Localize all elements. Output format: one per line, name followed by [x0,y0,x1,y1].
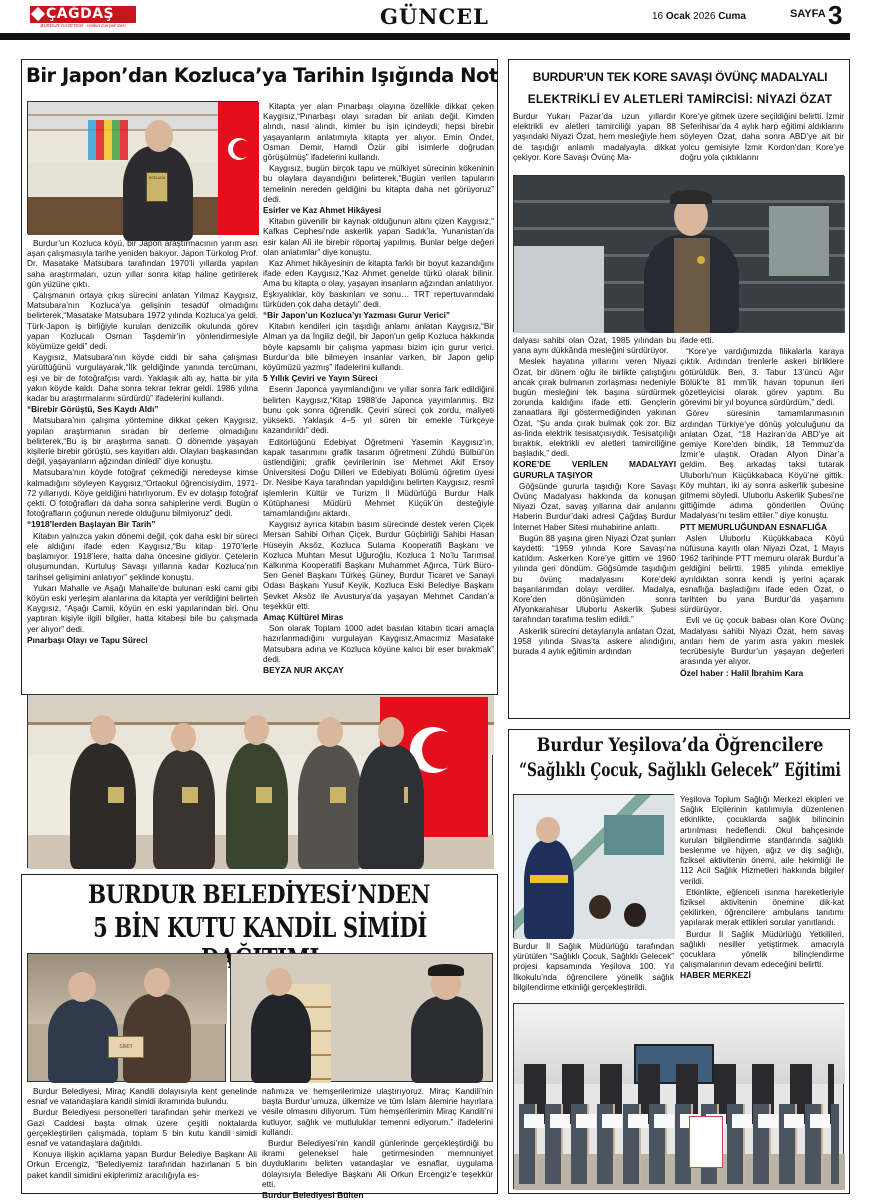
article-kandil-title-2[interactable]: 5 BİN KUTU KANDİL SİMİDİ [93,913,427,944]
group-person-2 [153,750,215,869]
paragraph: “Kore’ye vardığımızda filikalarla karaya çıktık. Ardından trenlerle askeri birliklere götürüldük. Ben, 3. Tabur 13’üncü Ağır Bölük’te 81 mm’lik havan topunun ileri gözetleyicisi olarak görev yaptım. Bu görevimi bir yıl boyunca sürdürdüm,” dedi. [680,346,844,408]
paragraph: ifade etti. [680,335,714,345]
subheading: “Birebir Görüştü, Ses Kaydı Aldı” [27,404,159,415]
subheading: KORE’DE VERİLEN MADALYAYI GURURLA TAŞIYOR [513,459,676,480]
paragraph: Burdur İl Sağlık Müdürlüğü Yetkilileri, sağlıklı nesiller yetiştirmek amacıyla çocuklara yönelik bilinçlendirme çalışmalarının devam edeceğini belirtti. [680,928,844,970]
paragraph: Evli ve üç çocuk babası olan Kore Övünç Madalyası sahibi Niyazi Özat, hem savaş anıları hem de yarım asra yakın meslek tecrübesiyle Burdur’un yaşayan değerleri arasında yer alıyor. [680,615,844,667]
flag-crescent-inner [233,140,251,158]
paragraph: Meslek hayatına yıllarını veren Niyazi Özat, bir dönem oğlu ile birlikte çalıştığını ancak çırak bulmanın zorlaşması nedeniyle bugün mesleğini tek başına sürdürmek zorunda kaldığını ifade etti. Gençlerin zanaatlara ilgi göstermediğinden yakınan Özat, “Şu anda çırak bulmak çok zor. Biz as-linda elektrik tesisatçısıydık. Tesisatçılığı bıraktık, elektrikli ev aletleri tamirciliğine başladık,” dedi. [513,356,676,459]
dateline [652,11,746,22]
subheading: “Bir Japon’un Kozluca’yı Yazması Gurur Verici” [263,310,451,321]
turkish-flag [218,102,259,235]
flags-cluster [88,120,128,160]
article-korea-title-2[interactable]: ELEKTRİKLİ EV ALETLERİ TAMİRCİSİ: NİYAZİ ÖZAT [527,92,833,106]
paramedic-head [536,817,560,843]
date-day: 16 [652,11,664,22]
article-korea-lead2-text: Kore’ye gitmek üzere seçildiğini belirtti. İzmir Seferihisar’da 4 aylık harp eğitimi aldıklarını söyleyen Özat, daha sonra ABD’ye ait bir yolcu gemisiyle İzmir Kordon’dan Kore’ye doğru yola çıktıklarını [680,111,844,162]
section-title: GÜNCEL [380,4,489,29]
group-flag-crescent-inner [422,731,460,769]
group-head-4 [317,717,343,747]
student-head-1 [589,895,611,919]
book: KOZLUCA [146,172,168,202]
group-person-1 [70,743,136,869]
article-kandil-col1-body [27,1086,257,1180]
paragraph: Editörlüğünü Edebiyat Öğretmeni Yasemin Kaygısız’ın, kapak tasarımını grafik tasarım öğretmeni Zühdü Bülbül’ün üstlendiğini; grafik çevirilerinin ise Mehmet Akif Ersoy Üniversitesi Doğu Dilleri ve Edebiyatı Bölümü öğretim üyesi Dr. Nesibe Kaya tarafından yapıldığını belirten Kaygısız, resmî işlemlerin Kültür ve Turizm İl Müdürlüğü Burdur Halk Kütüphanesi Müdürü Mehmet Küçük’ün desteğiyle tamamlandığını aktardı. [263,436,494,518]
byline: BEYZA NUR AKÇAY [263,664,344,675]
paragraph: Yeşilova Toplum Sağlığı Merkezi ekipleri ve Sağlık Elçilerinin katılımıyla düzenlenen etkinlikte, çocuklarda sağlık bilincinin artırılması hedeflendi. Okul bahçesinde kurulan bilgilendirme stantlarında sağlıklı beslenme ve hijyen, ağız ve diş sağlığı, fiziksel aktivitenin önemi, aile hekimliği ile 112 Acil Sağlık Hizmetleri hakkında bilgiler verildi. [680,794,844,886]
group-head-3 [244,715,269,745]
paragraph: nafımıza ve hemşerilerimize ulaştırıyoruz. Miraç Kandili’nin başta Burdur’umuza, ülkemize ve tüm İslam âlemine hayırlara vesile olmasını diliyorum. Tüm hemşerilerimin Miraç Kandili’ni kutluyor, sağlık ve mutluluklar temenni ediyorum.” ifadelerini kullandı. [262,1086,493,1137]
kandil-worker-2-head [144,968,170,997]
paragraph: Kaygısız, Matsubara’nın köyde ciddi bir saha çalışması yürüttüğünü vurgulayarak,“İlk geldiğinde yanında tercümanı, eşi ve bir de fotoğrafçısı vardı. Yaklaşık altı ay, hatta bir yıla yakın köyde kaldı. Daha sonra tekrar tekrar geldi. 1986 yılına kadar bu araştırmalarını sürdürdü” ifadelerini kullandı. [27,352,258,404]
article-health-title-2[interactable]: “Sağlıklı Çocuk, Sağlıklı Gelecek” Eğitimi [519,759,841,781]
kandil-worker-1-head [68,972,96,1002]
simit-box: SİMİT [108,1036,144,1058]
paragraph: Eserin Japonca yayımlandığını ve yıllar sonra fark edildiğini belirten Kaygısız,“Kitap 1988’de Japonca yayımlanmış. Biz bunu çok sonra öğrendik. Çeviri süreci çok zordu, maliyeti yüksekti. Yaklaşık 4–5 yıl süren bir emekle Türkçeye kazandırıldı” dedi. [263,384,494,436]
article-korea-col1-body [513,335,676,656]
article-japan-title[interactable]: Bir Japon’dan Kozluca’ya Tarihin Işığında Not [26,64,498,87]
paragraph: Burdur Belediyesi, Miraç Kandili dolayısıyla kent genelinde esnaf ve vatandaşlara kandil simidi ikramında bulundu. [27,1086,257,1107]
paragraph: Etkinlikte, eğlenceli ısınma hareketleriyle fiziksel aktivitenin önemine dik-kat çekilirken, öğrencilere ambulans tanıtımı yapılarak merak ettikleri sorular yanıtlandı. [680,886,844,928]
group-head-5 [378,717,404,747]
article-health-photo-group [513,1003,844,1189]
group-books [108,787,408,803]
kandil-official-2 [411,996,483,1083]
article-kandil-column-2 [262,1086,493,1200]
paragraph: Matsubara’nın köyde fotoğraf çekmediği neredeyse kimse kalmadığını söyleyen Kaygısız,“Ortaokul öğrencisiydim, 1971-72 yıllarıydı. Köye geldiğini hatırlıyorum. Ev ev dolaşıp fotoğraf çekti. O fotoğrafları da daha sonra sahiplerine verdi. Bugün o fotoğrafların çoğunun nerede olduğunu bilmiyoruz” dedi. [27,467,258,519]
article-korea-column-1 [513,335,676,715]
paragraph: Kitapta yer alan Pınarbaşı olayına özellikle dikkat çeken Kaygısız,“Pınarbaşı olayı sıradan bir anlatı değil. Kimden alındı, nasıl alındı, kimler bu işin içindeydi; hepsi birebir yaşayanların anlatımıyla kitapta yer alıyor. Emin Önder, Osman Demir, Hamdi Özür gibi isimlerle doğrudan görüşülmüş” ifadelerini kullandı. [263,101,494,163]
article-korea-lead-1 [513,111,676,167]
logo-subtitle: BURDUR GAZETESİ · Halkın Gerçek Sesi [40,23,126,28]
page-label: SAYFA [790,8,826,20]
paramedic-vest [530,875,568,883]
article-korea-col2-body [680,335,844,678]
paramedic [524,840,574,939]
article-korea-column-2 [680,335,844,715]
article-japan-col2-body [263,101,494,675]
group-person-3 [226,743,288,869]
paragraph: Çalışmanın ortaya çıkış sürecini anlatan Yılmaz Kaygısız, Matsubara’nın Kozluca’ya gelişinin tesadüf olmadığını belirterek,“Masatake Matsubara 1972 yılında Kozluca’ya geldi. Türk-Japon iş birliğiyle kurulan denizcilik okulunda görev yapan Kozlucalı Osman Taşdemir’in yönlendirmesiyle köyümüze geldi” dedi. [27,290,258,352]
paragraph: Askerlik sürecini detaylarıyla anlatan Özat, 1958 yılında Sivas’ta askere alındığını, burada 4 aylık eğitimin ardından [513,625,676,657]
article-health-photo-ambulance [513,794,674,938]
page-number: 3 [828,0,843,30]
paragraph: Kaygısız ayrıca kitabın basım sürecinde destek veren Çiçek Mersan Sahibi Orhan Çiçek, Burdur Güçbirliği Sahibi Hasan Hüseyin Aksöz, Kozluca Sulama Kooperatifi Başkanı ve Kozluca Muhtarı Mesut Uğuroğlu, Kozluca 1 No’lu Tarımsal Kalkınma Kooperatifi Başkanı Muhammet Ağırca, Türk Büro-Sen Genel Başkanı Türkeş Güney, Burdur Ticaret ve Sanayi Odası Başkanı Yusuf Keyik, Kozluca Eski Belediye Başkanı Şevket Aksöz ile Avusturya’da yaşayan Mehmet Candan’a teşekkür etti. [263,519,494,611]
date-weekday: Cuma [718,11,746,22]
byline: HABER MERKEZİ [680,970,751,981]
subheading: PTT MEMURLUĞUNDAN ESNAFLIĞA [680,521,828,532]
paragraph: Kaz Ahmet hikâyesinin de kitapta farklı bir boyut kazandığını ifade eden Kaygısız,“Kaz Ahmet genelde türkü olarak bilinir. Ama bu kitapta o olay, yaşayan insanların ağzından anlatılıyor. Eşkıyalıklar, köy baskınları ve sonu… TRT repertuvarındaki türküden çok daha detaylı” dedi. [263,258,494,309]
article-health-caption-text: Burdur İl Sağlık Müdürlüğü tarafından yürütülen “Sağlıklı Çocuk, Sağlıklı Gelecek” projesi kapsamında Yeşilova 100. Yıl İlkokulu’nda öğrencilere yönelik sağlık bilgilendirme etkinliği gerçekleştirildi. [513,941,674,992]
paragraph: Burdur Belediyesi’nin kandil günlerinde gerçekleştirdiği bu ikramı geleneksel hale getirmesinden memnuniyet duyduklarını belirten vatandaşlar ve esnaflar, uygulama dolayısıyla Belediye Başkanı Ali Orkun Ercengiz’e teşekkür etti. [262,1138,493,1189]
project-banner [689,1116,723,1168]
paragraph: Bugün 88 yaşına giren Niyazi Özat şunları kaydetti: “1959 yılında Kore Savaşı’na katıldım. Askerken Kore’ye gittim ve 1960 yılında geri döndüm. Göğsümde taşıdığım bu övünç madalyasını Kore’deki başarılarımdan dolayı verdiler. Madalya, Kore’den dönüşümden sonra Afyonkarahisar Uluborlu Askerlik Şubesi tarafından tarafıma teslim edildi.” [513,532,676,625]
article-japan-photo-portrait [27,101,258,234]
group-head-2 [171,723,196,752]
paragraph: Kitabın güvenilir bir kaynak olduğunun altını çizen Kaygısız,“ Kafkas Cephesi’nde askerlik yapan Sadık’la, Yunanistan’da esir kalan Ali ile birebir röportaj yapılmış. Bunlar belge değeri olan anlatımlar” diye konuştu. [263,216,494,257]
article-kandil-title-1[interactable]: BURDUR BELEDİYESİ’NDEN [88,880,430,909]
article-japan-column-1 [27,238,258,693]
newspaper-logo[interactable] [30,6,136,30]
kandil-official-1-head [266,968,292,996]
paragraph: Yukarı Mahalle ve Aşağı Mahalle’de bulunan eski cami gibi köyün eski yerleşim alanlarına da kitapta yer verildiğini belirten Kaygısız, “Aşağı Camii, köyün en eski yapılarından biri. Onu yaptıran kişiyle ilgili bilgiler, hatta kitabesi bile bu çalışmada yer alıyor” dedi. [27,582,258,634]
article-kandil-column-1 [27,1086,257,1192]
article-japan-photo-group [27,694,493,868]
paragraph: Konuya ilişkin açıklama yapan Burdur Belediye Başkanı Ali Orkun Ercengiz, “Belediyemiz tarafından hazırlanan 5 bin paket kandil simidini ekiplerimiz aracılığıyla es- [27,1149,257,1180]
medal-icon [697,256,705,264]
kandil-official-1 [251,994,311,1083]
subheading: 5 Yıllık Çeviri ve Yayın Süreci [263,373,378,384]
article-japan-col1-body [27,238,258,645]
article-japan-column-2 [263,101,494,691]
article-health-body-text [680,794,844,981]
group-head-1 [90,715,116,745]
group-person-4 [298,745,362,869]
cap [670,190,712,204]
subheading: Pınarbaşı Olayı ve Tapu Süreci [27,634,148,645]
article-korea-photo [513,175,844,332]
paragraph: Kitabın kendileri için taşıdığı anlamı anlatan Kaygısız,“Bir Alman ya da İngiliz değil, bir Japon’un gelip Kozluca hakkında böyle kapsamlı bir çalışma yapması bizim için gurur verici. Burdur’da bile bilmeyen insanlar varken, bir Japon gelip köyümüzü yazmış” ifadelerini kullandı. [263,321,494,373]
ambulance-equipment [604,815,664,855]
date-month: Ocak [665,11,691,22]
paragraph: Kaygısız, bugün birçok tapu ve mülkiyet sürecinin kökeninin bu olaylara dayandığını belirterek,“Bugün verilen tapuların temelinin nereden geldiğini bu kitapta daha net görüyoruz” dedi. [263,163,494,204]
vest [674,238,710,333]
article-kandil-photo-1 [27,953,226,1082]
paragraph: Burdur Belediyesi personelleri tarafından şehir merkezi ve Gazi Caddesi başta olmak üzere çeşitli noktalarda gerçekleştirilen çalışmada, toplam 5 bin kutu kandil simidi esnaf ve vatandaşlara dağıtıldı. [27,1107,257,1149]
logo-wordmark: ÇAĞDAŞ [30,6,136,23]
paragraph: dalyası sahibi olan Özat, 1985 yılından bu yana aynı dükkânda mesleğini sürdürüyor. [513,335,676,356]
article-korea-lead1-text: Burdur Yukarı Pazar’da uzun yıllardır elektrikli ev aletleri tamirciliği yapan 88 yaşındaki Niyazi Özat, hem mesleğiyle hem de taşıdığı anlamlı madalyayla dikkat çekiyor. Kore Savaşı Övünç Ma- [513,111,676,162]
article-health-caption [513,941,674,1001]
subheading: Esirler ve Kaz Ahmet Hikâyesi [263,205,382,216]
paragraph: Son olarak Toplam 1000 adet basılan kitabın ticari amaçla hazırlanmadığını vurgulayan Kaygısız,Amacımız Masatake Matsubara adına ve Kozluca köyüne kalıcı bir eser bırakmak” dedi. [263,623,494,664]
article-korea-lead-2 [680,111,844,167]
article-kandil-photo-2 [230,953,493,1082]
article-health-title-1[interactable]: Burdur Yeşilova’da Öğrencilere [536,734,824,756]
masthead-rule [0,33,850,40]
appliance-right [769,206,829,276]
byline: Burdur Belediyesi Bülten [262,1190,364,1200]
paragraph: Aslen Uluborlu Küçükkabaca Köyü nüfusuna kayıtlı olan Niyazi Özat, 1 Mayıs 1962 tarihinde PTT memuru olarak Burdur’a geldiğini belirtti. 1985 yılında emekliye ayrıldıktan sonra kendi iş yerini açarak esnaflığa başladığını ifade eden Özat, o tarihten bu yana Burdur’da yaşamını sürdürüyor. [680,532,844,615]
student-head-2 [624,903,646,927]
certificates-row [524,1114,834,1128]
paragraph: Matsubara’nın çalışma yöntemine dikkat çeken Kaygısız, yapılan araştırmanın sıradan bir derleme olmadığını belirterek,“Bu iş bir araştırma sanatı. O dönemde yaşayan kişilerle birebir görüştü, ses kayıtları aldı. Olayları başkasından değil, yaşayanların ağzından dinledi” diye konuştu. [27,415,258,467]
article-korea-title-1[interactable]: BURDUR’UN TEK KORE SAVAŞI ÖVÜNÇ MADALYALI [532,70,828,84]
paragraph: Görev süresinin tamamlanmasının ardından Türkiye’ye dönüş yolculuğunu da anlatan Özat, “18 Haziran’da ABD’ye ait gemiye Kore’den bindik, 18 Temmuz’da İzmir’e ulaştık. Oradan Afyon Dinar’a geldim. Beş arkadaş taksi tutarak Uluborlu’nun Küçükkabaca Köyü’ne gittik. Köy muhtarı, iki ay sonra askerlik şubesine gitmemi söyledi. Uluborlu Askerlik Şubesi’ne gittiğimde adıma gönderilen Övünç Madalyası’nı teslim ettiler.” diye konuştu. [680,408,844,521]
date-year: 2026 [693,11,716,22]
paragraph: Göğsünde gururla taşıdığı Kore Savaşı Övünç Madalyası hakkında da konuşan Niyazi Özat, savaş yıllarına dair anılarını Haberin Burdur’daki adresi Çağdaş Burdur İnternet Haber Sitesi muhabirine anlattı. [513,480,676,532]
article-kandil-col2-body [262,1086,493,1200]
paragraph: Burdur’un Kozluca köyü, bir Japon araştırmacının yarım asrı aşan çalışmasıyla tarihe yeniden bakıyor. Japon Türkolog Prof. Dr. Masatake Matsubara tarafından 1970’li yıllarda yapılan saha araştırmaları, uzun yıllar sonra kitap haline getirilerek gün yüzüne çıktı. [27,238,258,289]
appliance-left [514,246,604,333]
byline: Özel haber : Halil İbrahim Kara [680,667,804,678]
paragraph: Kitabın yalnızca yakın dönemi değil, çok daha eski bir süreci ele aldığını ifade eden Kaygısız,“Bu kitap 1970’lerle başlamıyor. 1918’lere, hatta daha öncesine gidiyor. Çetelerin oluşumundan, Kurtuluş Savaşı yıllarına kadar Kozluca’nın tarihsel gelişimini anlatıyor” şeklinde konuştu. [27,530,258,582]
kandil-official-2-cap [428,964,464,976]
subheading: Amaç Kültürel Miras [263,611,344,622]
person-head [145,120,173,152]
subheading: “1918’lerden Başlayan Bir Tarih” [27,519,156,530]
article-health-body [680,794,844,1000]
group-person-5 [358,745,424,869]
